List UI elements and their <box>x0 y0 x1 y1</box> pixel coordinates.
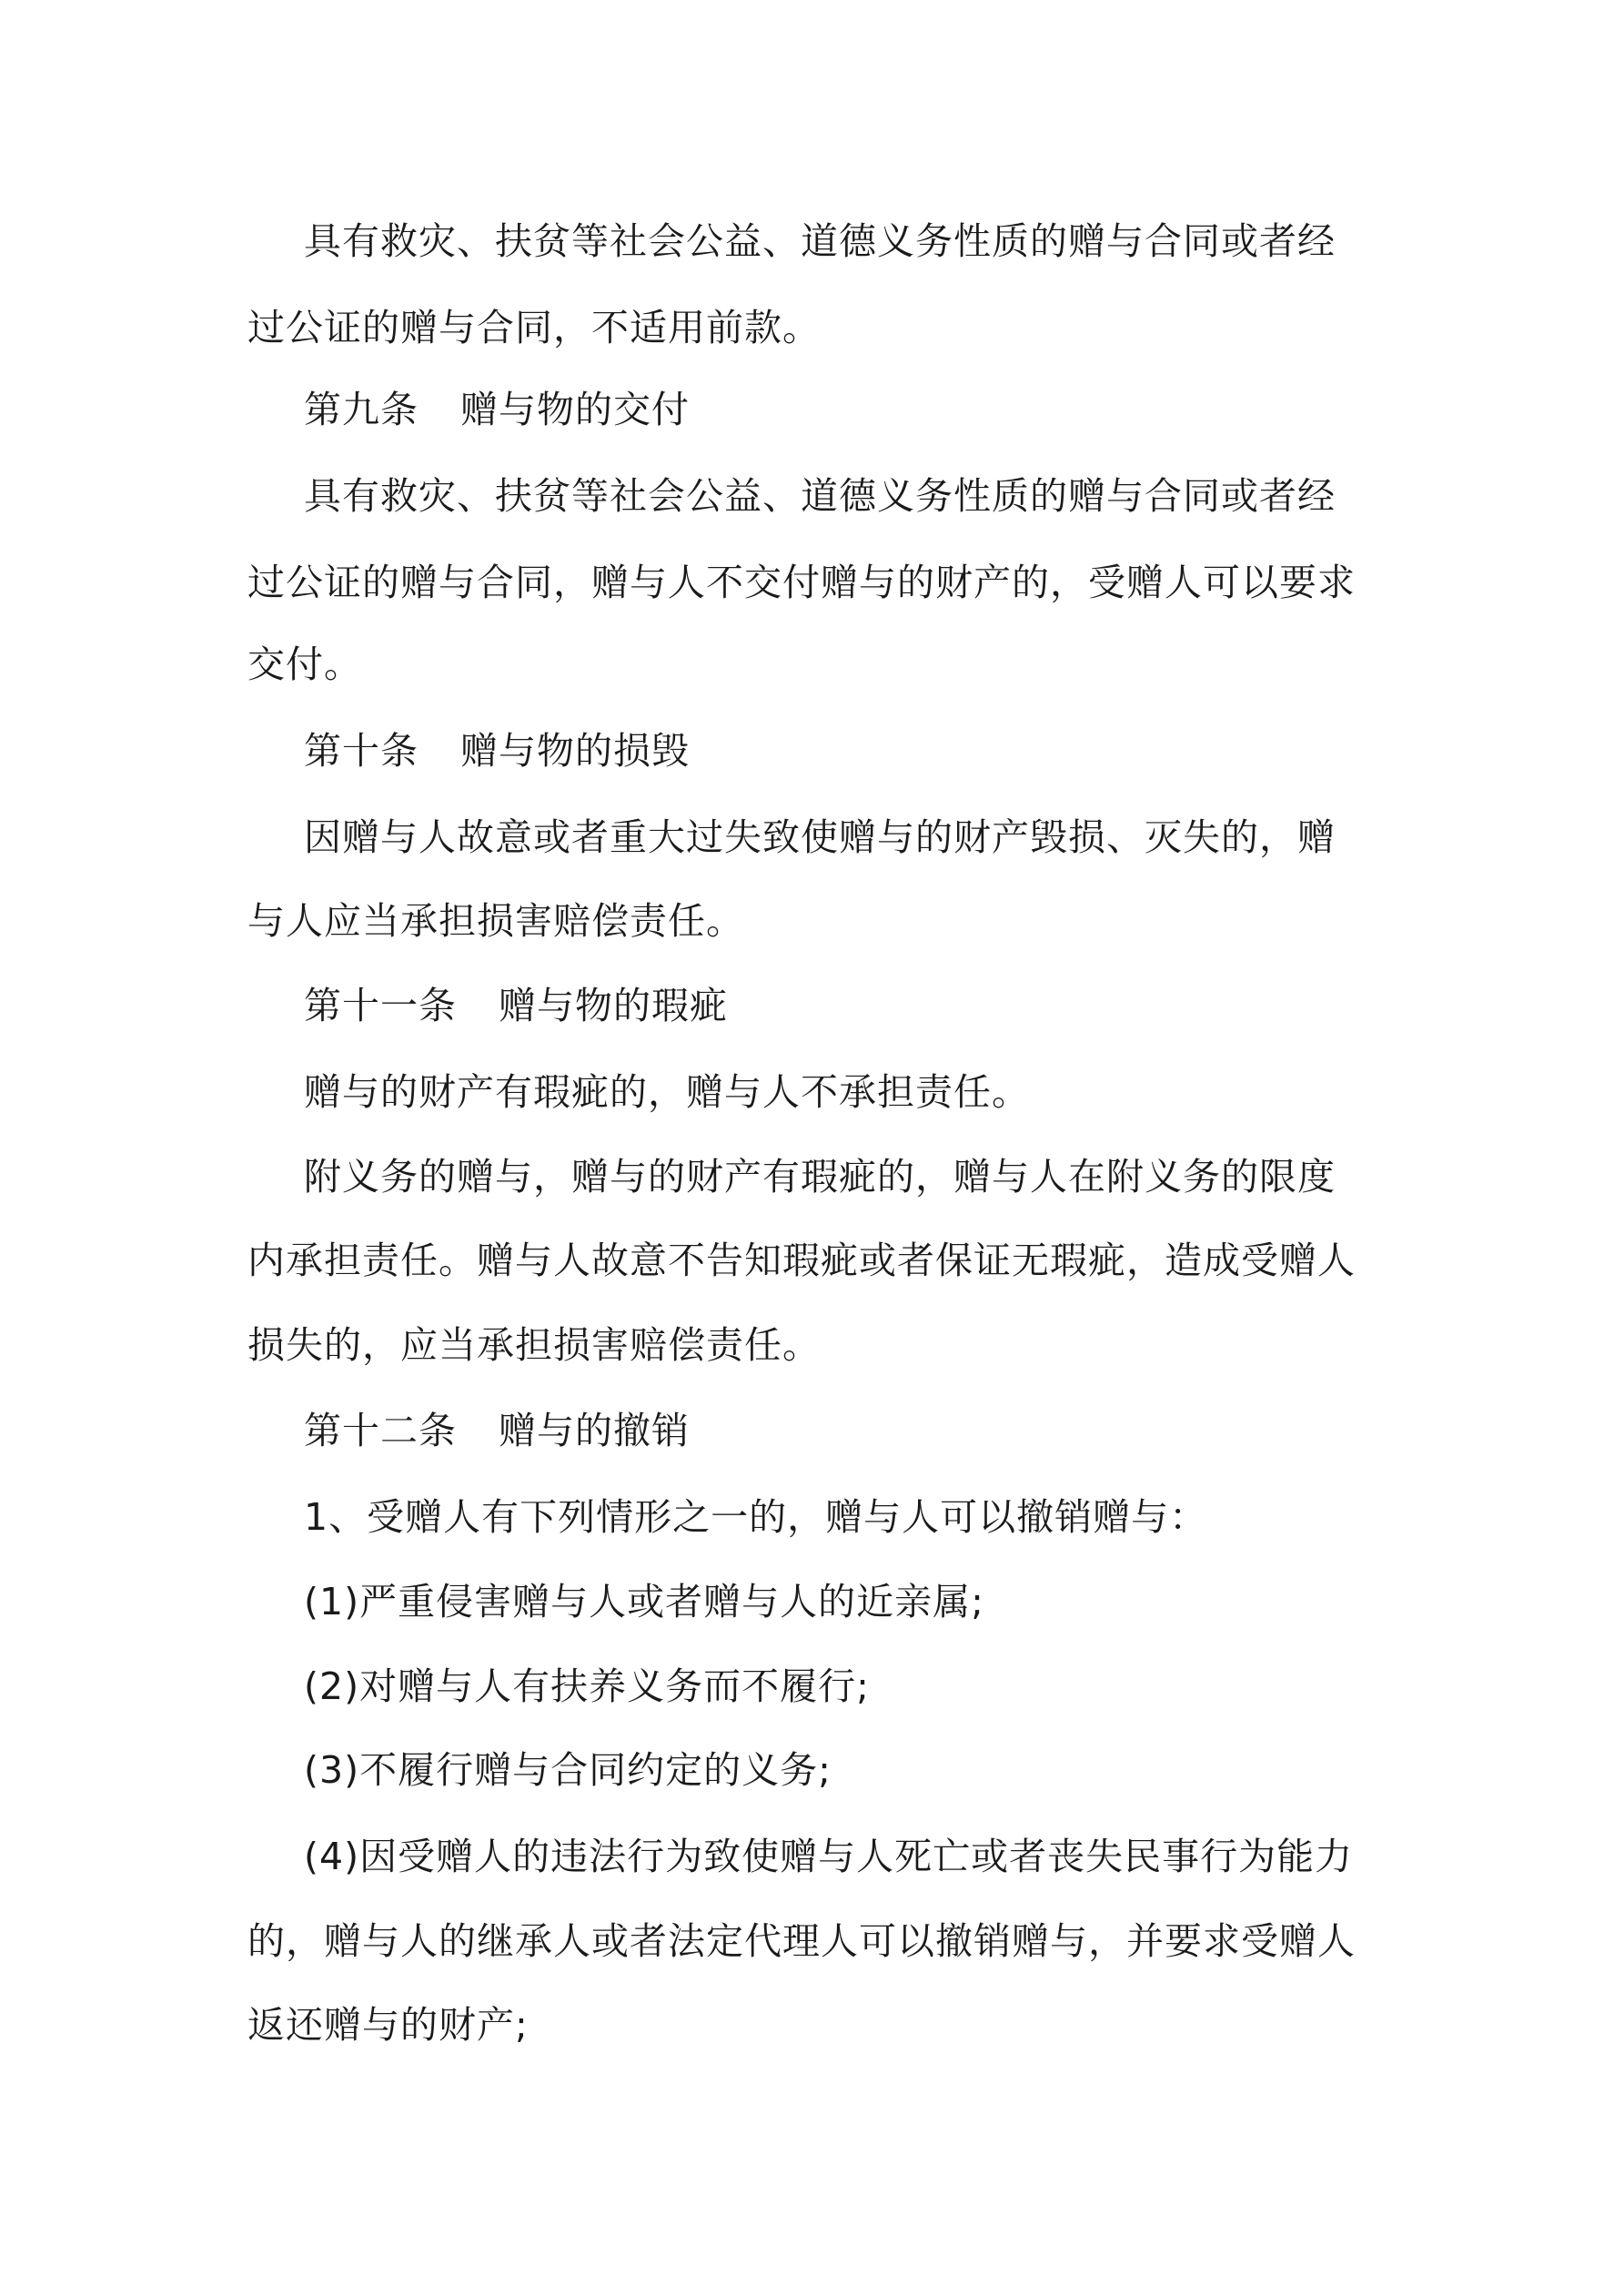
paragraph-line: 的，赠与人的继承人或者法定代理人可以撤销赠与，并要求受赠人 <box>247 1919 1356 1963</box>
list-item: (4)因受赠人的违法行为致使赠与人死亡或者丧失民事行为能力 <box>304 1835 1354 1878</box>
list-intro: 1、受赠人有下列情形之一的，赠与人可以撤销赠与： <box>304 1495 1208 1539</box>
paragraph-line: 过公证的赠与合同，赠与人不交付赠与的财产的，受赠人可以要求 <box>247 561 1356 604</box>
list-item: (3)不履行赠与合同约定的义务; <box>304 1748 832 1792</box>
paragraph-line: 与人应当承担损害赔偿责任。 <box>247 899 744 943</box>
paragraph-line: 因赠与人故意或者重大过失致使赠与的财产毁损、灭失的，赠 <box>304 815 1336 859</box>
paragraph-line: 附义务的赠与，赠与的财产有瑕疵的，赠与人在附义务的限度 <box>304 1155 1336 1199</box>
paragraph-line: 赠与的财产有瑕疵的，赠与人不承担责任。 <box>304 1070 1030 1114</box>
article-number: 第九条 <box>304 388 419 431</box>
article-number: 第十二条 <box>304 1409 457 1452</box>
paragraph-line: 内承担责任。赠与人故意不告知瑕疵或者保证无瑕疵，造成受赠人 <box>247 1239 1356 1282</box>
article-title: 赠与物的损毁 <box>460 729 690 773</box>
article-heading <box>304 382 690 437</box>
paragraph-line: 损失的，应当承担损害赔偿责任。 <box>247 1323 821 1367</box>
list-item: (2)对赠与人有扶养义务而不履行; <box>304 1664 870 1708</box>
article-heading <box>304 723 690 778</box>
paragraph-line: 具有救灾、扶贫等社会公益、道德义务性质的赠与合同或者经 <box>304 219 1336 263</box>
article-heading <box>304 1403 690 1458</box>
article-number: 第十条 <box>304 729 419 773</box>
article-title: 赠与物的交付 <box>460 388 690 431</box>
article-title: 赠与物的瑕疵 <box>499 984 728 1027</box>
article-heading <box>304 978 728 1033</box>
article-number: 第十一条 <box>304 984 457 1027</box>
paragraph-line: 具有救灾、扶贫等社会公益、道德义务性质的赠与合同或者经 <box>304 474 1336 518</box>
paragraph-line: 交付。 <box>247 642 362 686</box>
article-title: 赠与的撤销 <box>499 1409 690 1452</box>
paragraph-line: 返还赠与的财产; <box>247 2003 529 2047</box>
paragraph-line: 过公证的赠与合同，不适用前款。 <box>247 306 821 349</box>
list-item: (1)严重侵害赠与人或者赠与人的近亲属; <box>304 1580 984 1623</box>
